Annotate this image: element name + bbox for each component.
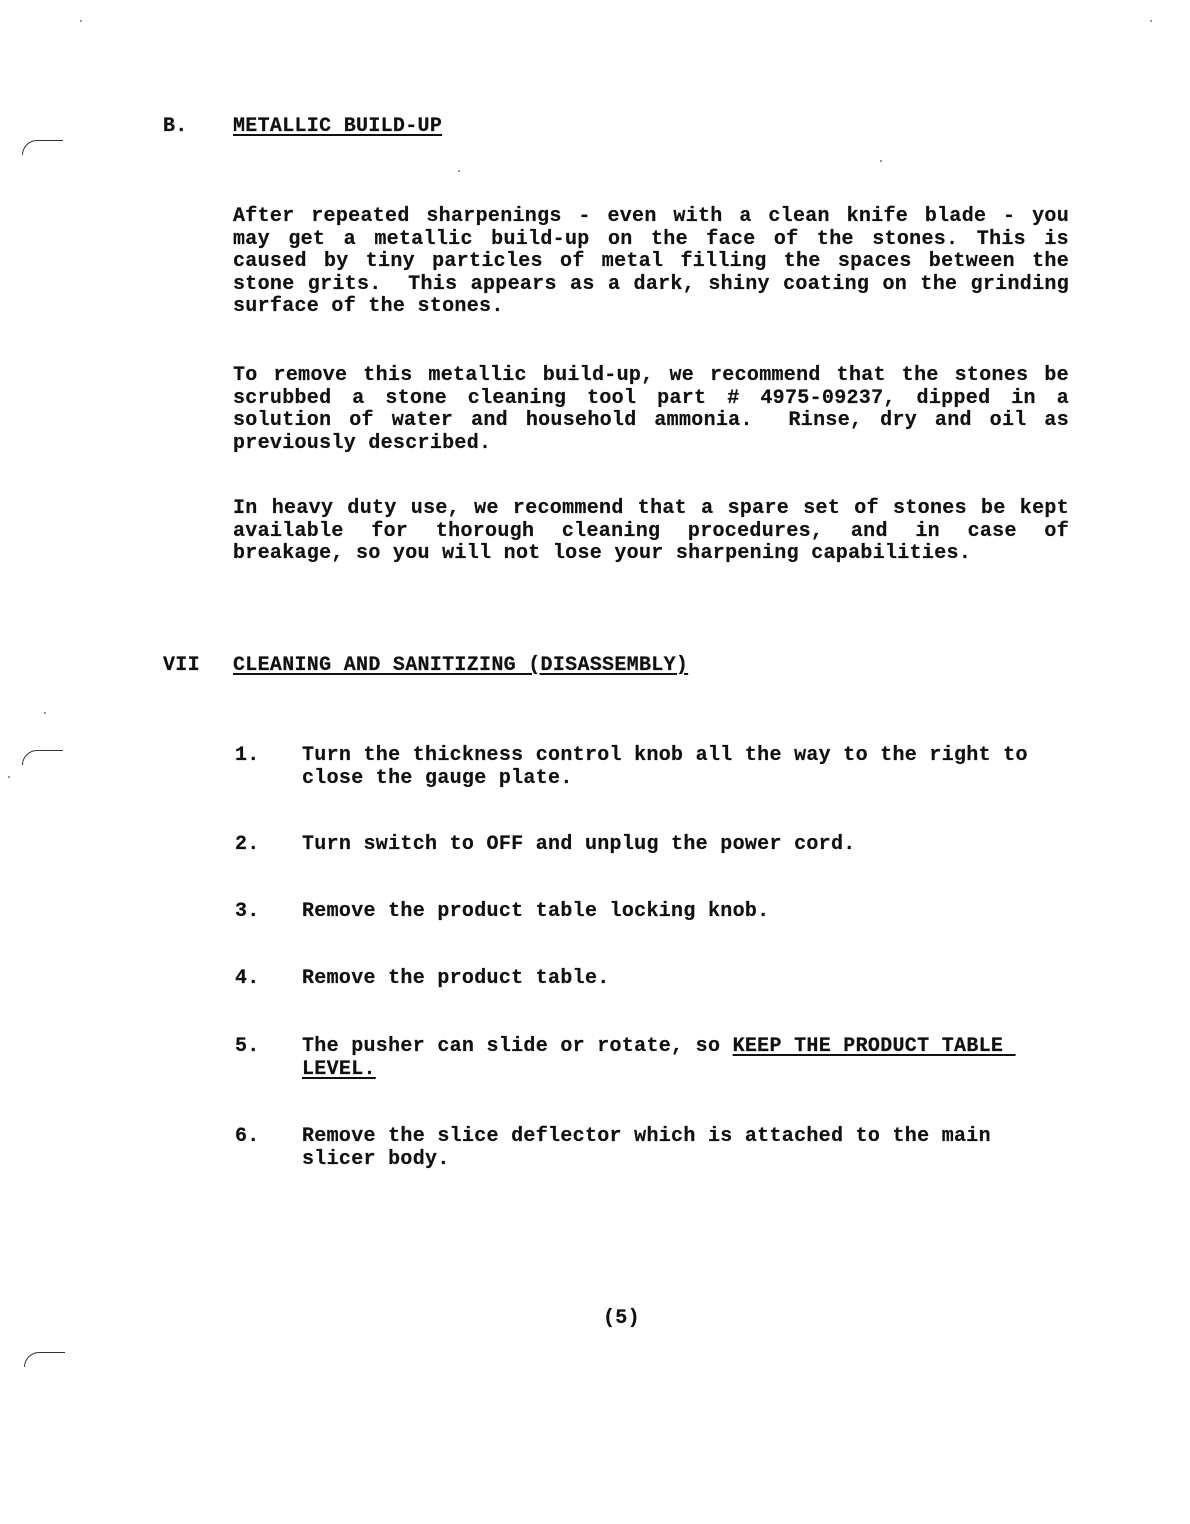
step-number: 3. <box>235 900 260 923</box>
section-b-number: B. <box>163 115 188 138</box>
scan-speck <box>458 170 460 172</box>
section-vii-number: VII <box>163 654 200 677</box>
section-b-paragraph-2: To remove this metallic build-up, we recommend that the stones be scrubbed a stone cleaning tool part # 4975-09237, dipped in a solution of water and household ammonia. Rinse, dry and oil as previously described. <box>233 364 1082 455</box>
scan-mark <box>22 140 63 155</box>
scan-speck <box>80 20 82 22</box>
step-number: 2. <box>235 833 260 856</box>
step-number: 5. <box>235 1035 260 1058</box>
scan-mark <box>22 750 63 765</box>
step-emphasis-warning: KEEP THE PRODUCT TABLE LEVEL. <box>302 1035 1016 1081</box>
step-text: Remove the slice deflector which is attached to the main slicer body. <box>302 1125 1004 1171</box>
scan-speck <box>8 776 10 778</box>
step-text: Remove the product table. <box>302 967 610 990</box>
scan-speck <box>880 160 882 162</box>
scan-mark <box>24 1352 65 1367</box>
section-b-paragraph-1: After repeated sharpenings - even with a clean knife blade - you may get a metallic build-up on the face of the stones. This is caused by tiny particles of metal filling the spaces between the stone grits. This appears as a dark, shiny coating on the grinding surface of the stones. <box>233 205 1082 318</box>
scan-speck <box>1150 20 1152 22</box>
section-b-paragraph-3: In heavy duty use, we recommend that a spare set of stones be kept available for thorough cleaning procedures, and in case of breakage, so you will not lose your sharpening capabilities. <box>233 497 1082 565</box>
step-text-lead: The pusher can slide or rotate, so <box>302 1035 733 1058</box>
step-text-5 <box>302 1036 1072 1081</box>
step-number: 4. <box>235 967 260 990</box>
scan-speck <box>44 712 46 714</box>
step-number: 6. <box>235 1125 260 1148</box>
step-text: Remove the product table locking knob. <box>302 900 770 923</box>
step-text: Turn the thickness control knob all the way to the right to close the gauge plate. <box>302 744 1041 790</box>
section-vii-title: CLEANING AND SANITIZING (DISASSEMBLY) <box>233 654 689 677</box>
step-text: Turn switch to OFF and unplug the power cord. <box>302 833 856 856</box>
page-number: (5) <box>603 1307 640 1330</box>
step-number: 1. <box>235 744 260 767</box>
section-b-title: METALLIC BUILD-UP <box>233 115 443 138</box>
